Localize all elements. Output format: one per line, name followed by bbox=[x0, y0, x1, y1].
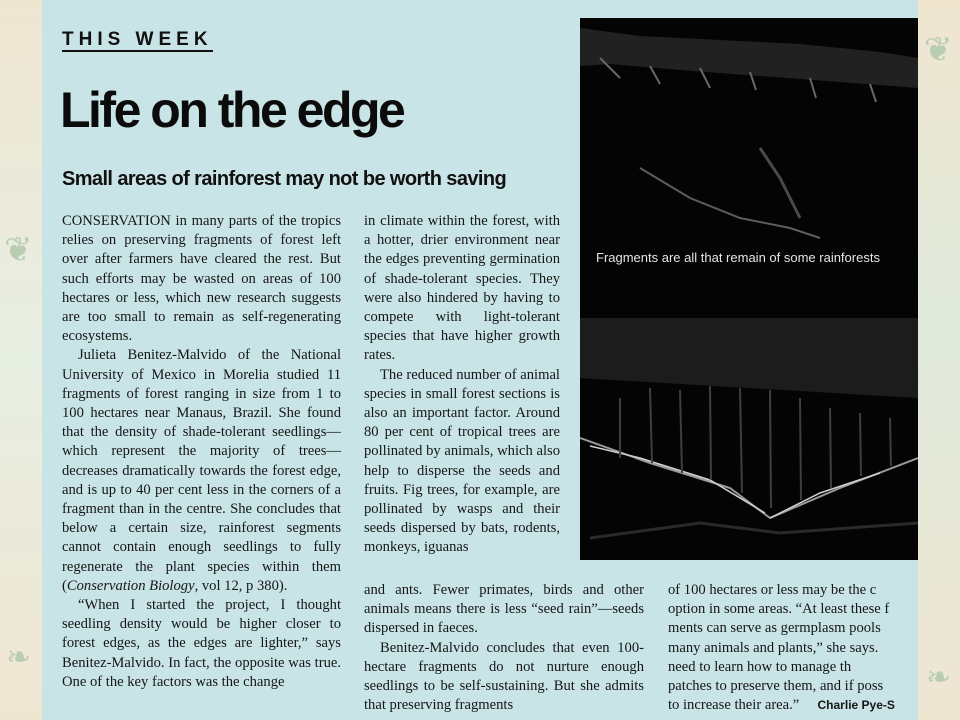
paragraph bbox=[62, 346, 341, 596]
text-column-4 bbox=[668, 581, 918, 715]
text-line: ments can serve as germplasm pools bbox=[668, 620, 881, 637]
section-kicker: THIS WEEK bbox=[62, 29, 213, 50]
citation-details: , vol 12, p 380). bbox=[194, 577, 288, 594]
fern-decoration-icon: ❦ bbox=[924, 30, 953, 70]
journal-citation: Conservation Biology bbox=[66, 577, 195, 594]
author-credit: Charlie Pye-S bbox=[817, 698, 895, 713]
left-background-panel bbox=[0, 0, 42, 720]
text-line bbox=[668, 696, 918, 715]
text-line: many animals and plants,” she says. bbox=[668, 639, 879, 656]
paragraph: CONSERVATION in many parts of the tropics relies on preserving fragments of forest left over after farmers have cleared the rest. But such efforts may be wasted on areas of 100 hectares or less, which new research suggests are too small to remain as self-regenerating ecosystems. bbox=[62, 213, 341, 345]
paragraph: The reduced number of animal species in small forest sections is also an important factor. Around 80 per cent of tropical trees are pollinated by animals, which also help to disperse the seeds and fruits. Fig trees, for example, are pollinated by wasps and their seeds dispersed by bats, rodents, monkeys, iguanas bbox=[364, 366, 560, 556]
fern-decoration-icon: ❦ bbox=[4, 230, 33, 270]
fern-decoration-icon: ❧ bbox=[926, 660, 952, 695]
text-line: need to learn how to manage th bbox=[668, 658, 852, 675]
paragraph: Benitez-Malvido concludes that even 100-hectare fragments do not nurture enough seedlings to be self-sustaining. But she admits that preserving fragments bbox=[364, 639, 644, 714]
headline: Life on the edge bbox=[60, 82, 404, 138]
rainforest-photo bbox=[580, 18, 918, 560]
photo-caption: Fragments are all that remain of some rainforests bbox=[596, 250, 880, 265]
text-line: option in some areas. “At least these f bbox=[668, 601, 890, 618]
magazine-page bbox=[42, 0, 918, 720]
paragraph: in climate within the forest, with a hotter, drier environment near the edges preventing germination of shade-tolerant species. They were also hindered by having to compete with light-tolerant species that have higher growth rates. bbox=[364, 213, 560, 364]
text-line: patches to preserve them, and if poss bbox=[668, 678, 884, 695]
text-column-3 bbox=[364, 581, 644, 715]
text-column-1 bbox=[62, 212, 341, 692]
paragraph: and ants. Fewer primates, birds and other animals means there is less “seed rain”—seeds dispersed in faeces. bbox=[364, 582, 644, 637]
text-column-2 bbox=[364, 212, 560, 558]
right-background-panel bbox=[918, 0, 960, 720]
closing-text: to increase their area.” bbox=[668, 697, 800, 714]
paragraph-text: Julieta Benitez-Malvido of the National University of Mexico in Morelia studied 11 fragments of forest ranging in size from 1 to 100 hectares near Manaus, Brazil. She found that the density of shade-tolerant seedlings—which represent the majority of trees—decreases dramatically towards the forest edge, and is up to 40 per cent less in the corners of a fragment than in the centre. She concludes that below a certain size, rainforest segments cannot contain enough seedlings to fully regenerate the plant species within them ( bbox=[62, 347, 341, 594]
paragraph: “When I started the project, I thought seedling density would be higher closer to forest edges, as the edges are lighter,” says Benitez-Malvido. In fact, the opposite was true. One of the key factors was the change bbox=[62, 597, 341, 690]
text-line: of 100 hectares or less may be the c bbox=[668, 582, 877, 598]
fern-decoration-icon: ❧ bbox=[6, 640, 32, 675]
subheadline: Small areas of rainforest may not be worth saving bbox=[62, 168, 507, 190]
rainforest-photo-graphic bbox=[580, 18, 918, 560]
